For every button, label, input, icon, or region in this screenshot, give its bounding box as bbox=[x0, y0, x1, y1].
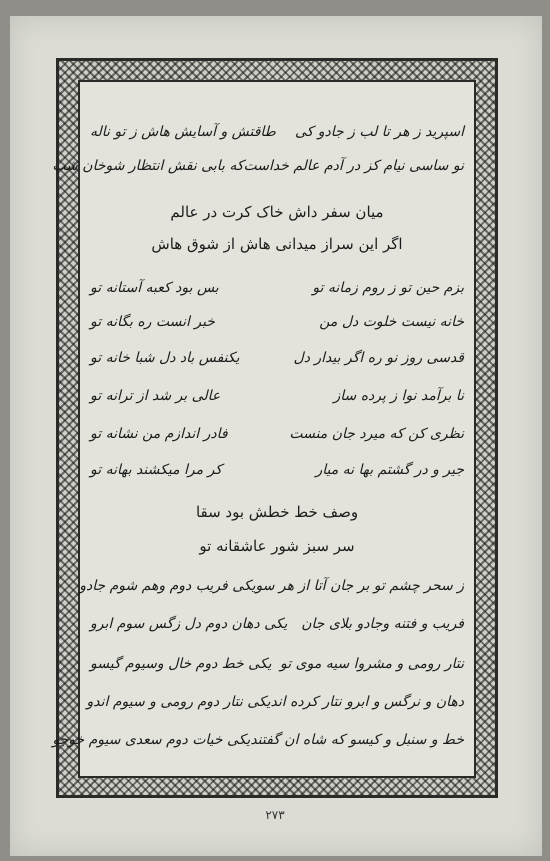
couplet bbox=[90, 312, 464, 332]
hemistich-right: نا برآمد نوا ز پرده ساز bbox=[333, 388, 464, 404]
hemistich-left: عالی بر شد از ترانه تو bbox=[90, 388, 221, 404]
hemistich-left: یکی نتار دوم رومی و سیوم اندو bbox=[86, 694, 271, 710]
couplet bbox=[90, 278, 464, 298]
hemistich-right: بزم حین تو ز روم زمانه تو bbox=[312, 280, 464, 296]
couplet bbox=[90, 614, 464, 634]
section-heading: وصف خط خطش بود سقا bbox=[195, 503, 359, 521]
verse-heading: اگر این سراز میدانی هاش از شوق هاش bbox=[151, 235, 403, 253]
hemistich-right: اسپرید ز هر تا لب ز جادو کی bbox=[294, 124, 464, 140]
couplet bbox=[79, 576, 464, 596]
couplet bbox=[90, 348, 464, 368]
couplet bbox=[52, 156, 464, 176]
poem-text bbox=[52, 92, 464, 766]
page-number: ۲۷۳ bbox=[265, 808, 285, 822]
hemistich-left: یکی خیات دوم سعدی سیوم خوجو bbox=[52, 732, 251, 748]
hemistich-left: که بابی نقش انتظار شوخان شب bbox=[52, 158, 244, 174]
hemistich-right: قدسی روز نو ره اگر بیدار دل bbox=[293, 350, 464, 366]
couplet bbox=[90, 654, 464, 674]
hemistich-right: نو ساسی نیام کز در آدم عالم خداست bbox=[243, 158, 464, 174]
hemistich-left: بس بود کعبه آستانه تو bbox=[90, 280, 219, 296]
hemistich-left: یکی فریب دوم وهم شوم جادو bbox=[79, 578, 256, 594]
hemistich-right: نظری کن که میرد جان منست bbox=[289, 426, 464, 442]
hemistich-left: فادر اندازم من نشانه تو bbox=[90, 426, 228, 442]
hemistich-right: فریب و فتنه وجادو بلای جان bbox=[301, 616, 464, 632]
hemistich-left: یکی خط دوم خال وسیوم گیسو bbox=[90, 656, 272, 672]
hemistich-right: ز سحر چشم تو بر جان آتا از هر سو bbox=[255, 578, 464, 594]
couplet bbox=[86, 692, 464, 712]
verse-heading: میان سفر داش خاک کرت در عالم bbox=[170, 203, 384, 221]
section-heading: سر سبز شور عاشقانه تو bbox=[199, 537, 355, 555]
hemistich-right: نتار رومی و مشروا سیه موی تو bbox=[280, 656, 464, 672]
hemistich-right: دهان و نرگس و ابرو نتار کرده اند bbox=[270, 694, 464, 710]
couplet bbox=[52, 730, 464, 750]
couplet bbox=[90, 460, 464, 480]
couplet bbox=[90, 122, 464, 142]
couplet bbox=[90, 424, 464, 444]
hemistich-right: جیر و در گشتم بها نه میار bbox=[315, 462, 464, 478]
hemistich-left: یکنفس باد دل شبا خانه تو bbox=[90, 350, 240, 366]
hemistich-left: یکی دهان دوم دل زگس سوم ابرو bbox=[90, 616, 288, 632]
hemistich-left: کر مرا میکشند بهانه تو bbox=[90, 462, 222, 478]
hemistich-left: طاقتش و آسایش هاش ز تو ناله bbox=[90, 124, 276, 140]
hemistich-right: خط و سنبل و کیسو که شاه ان گفتند bbox=[250, 732, 464, 748]
hemistich-left: خبر انست ره بگانه تو bbox=[90, 314, 215, 330]
hemistich-right: خانه نیست خلوت دل من bbox=[319, 314, 464, 330]
couplet bbox=[90, 386, 464, 406]
